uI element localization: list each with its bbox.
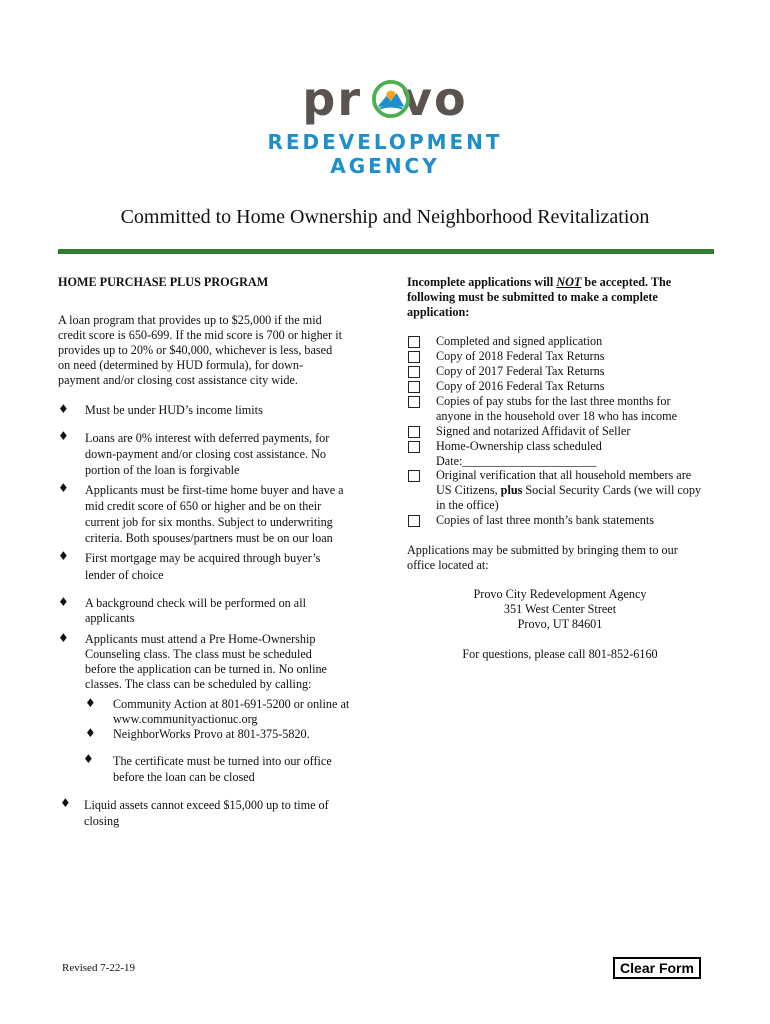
green-divider	[58, 249, 714, 254]
intro-line: payment and/or closing cost assistance city wide.	[58, 373, 298, 387]
checklist-item: Copy of 2018 Federal Tax Returns	[436, 349, 605, 363]
list-item	[85, 632, 327, 692]
diamond-bullet-icon: ♦	[85, 696, 96, 710]
program-intro	[58, 313, 378, 388]
logo-redevelopment: REDEVELOPMENT	[267, 130, 503, 154]
checkbox[interactable]	[408, 366, 420, 378]
page-title: Committed to Home Ownership and Neighborhood Revitalization	[120, 206, 650, 228]
checklist-item: Copies of last three month’s bank statements	[436, 513, 654, 527]
logo-agency: AGENCY	[330, 154, 440, 178]
date-field[interactable]: Date:______________________	[436, 454, 597, 468]
checklist-item	[436, 394, 677, 424]
checklist-text: Social Security Cards (we will copy	[522, 483, 702, 497]
diamond-bullet-icon: ♦	[83, 752, 94, 766]
list-item-line: lender of choice	[85, 568, 164, 582]
notice-not-emphasis: NOT	[556, 275, 582, 289]
intro-line: credit score is 650-699. If the mid score is 700 or higher it	[58, 328, 342, 342]
notice-text: be accepted. The	[581, 275, 672, 289]
checkbox[interactable]	[408, 515, 420, 527]
list-item-line: applicants	[85, 611, 135, 625]
list-item-line: Applicants must attend a Pre Home-Ownership	[85, 632, 316, 646]
address-line: Provo City Redevelopment Agency	[473, 587, 647, 601]
checkbox[interactable]	[408, 351, 420, 363]
intro-line: provides up to 20% or $40,000, whichever is less, based	[58, 343, 333, 357]
list-item	[113, 697, 349, 727]
checklist-text: US Citizens,	[436, 483, 501, 497]
checklist-line: in the office)	[436, 498, 499, 512]
checkbox[interactable]	[408, 470, 420, 482]
notice-line: following must be submitted to make a complete	[407, 290, 658, 304]
diamond-bullet-icon: ♦	[58, 595, 69, 609]
notice-line: application:	[407, 305, 470, 319]
instruction-line: office located at:	[407, 558, 489, 572]
list-item-line: mid credit score of 650 or higher and be on their	[85, 499, 322, 513]
program-heading: HOME PURCHASE PLUS PROGRAM	[58, 275, 269, 289]
checkbox[interactable]	[408, 426, 420, 438]
list-item-line: Applicants must be first-time home buyer and have a	[85, 483, 344, 497]
list-item-line: before the loan can be closed	[113, 770, 255, 784]
diamond-bullet-icon: ♦	[58, 481, 69, 495]
list-item-line: The certificate must be turned into our office	[113, 754, 332, 768]
list-item-line: portion of the loan is forgivable	[85, 463, 240, 477]
logo-word-pre: pr	[302, 72, 363, 126]
list-item-line: NeighborWorks Provo at 801-375-5820.	[113, 727, 310, 741]
checklist-item: Signed and notarized Affidavit of Seller	[436, 424, 631, 438]
checkbox[interactable]	[408, 381, 420, 393]
list-item-line: Community Action at 801-691-5200 or online at	[113, 697, 350, 711]
list-item	[113, 753, 332, 785]
list-item-line: Loans are 0% interest with deferred payments, for	[85, 431, 330, 445]
list-item-line: classes. The class can be scheduled by calling:	[85, 677, 312, 691]
diamond-bullet-icon: ♦	[58, 549, 69, 563]
diamond-bullet-icon: ♦	[85, 726, 96, 740]
list-item	[85, 596, 306, 626]
checklist-line: Copies of pay stubs for the last three months for	[436, 394, 671, 408]
address-line: Provo, UT 84601	[517, 617, 603, 631]
intro-line: A loan program that provides up to $25,000 if the mid	[58, 313, 322, 327]
list-item	[113, 727, 310, 742]
list-item	[85, 550, 320, 584]
instruction-line: Applications may be submitted by bringing them to our	[407, 543, 678, 557]
diamond-bullet-icon: ♦	[58, 429, 69, 443]
checklist-item: Copy of 2016 Federal Tax Returns	[436, 379, 605, 393]
provo-redevelopment-logo	[255, 72, 515, 178]
checklist-emphasis: plus	[500, 483, 523, 497]
submission-instructions	[407, 543, 678, 573]
logo-word-post: vo	[402, 72, 468, 126]
list-item-line: A background check will be performed on all	[85, 596, 306, 610]
list-item-line: Must be under HUD’s income limits	[85, 403, 263, 417]
checklist-line: anyone in the household over 18 who has income	[436, 409, 677, 423]
checklist-item	[436, 468, 701, 513]
notice-text: Incomplete applications will	[407, 275, 557, 289]
list-item	[84, 797, 329, 829]
list-item-line: current job for six months. Subject to underwriting	[85, 515, 333, 529]
checkbox[interactable]	[408, 336, 420, 348]
list-item-line: criteria. Both spouses/partners must be on our loan	[85, 531, 333, 545]
list-item-line: Liquid assets cannot exceed $15,000 up to time of	[84, 798, 329, 812]
list-item	[85, 482, 344, 546]
list-item-line: before the application can be turned in. No online	[85, 662, 327, 676]
checklist-line: Home-Ownership class scheduled	[436, 439, 602, 453]
list-item	[85, 430, 329, 478]
checklist-item: Completed and signed application	[436, 334, 603, 348]
revision-date: Revised 7-22-19	[62, 962, 136, 974]
list-item-line: down-payment and/or closing cost assistance. No	[85, 447, 326, 461]
mountain-sun-icon	[372, 80, 410, 118]
list-item-line: Counseling class. The class must be scheduled	[85, 647, 312, 661]
intro-line: on need (determined by HUD formula), for down-	[58, 358, 304, 372]
address-line: 351 West Center Street	[503, 602, 617, 616]
diamond-bullet-icon: ♦	[58, 402, 69, 416]
checklist-line: Original verification that all household members are	[436, 468, 692, 482]
questions-contact: For questions, please call 801-852-6160	[462, 647, 658, 661]
list-item-line: www.communityactionuc.org	[113, 712, 258, 726]
list-item-line: First mortgage may be acquired through buyer’s	[85, 551, 321, 565]
list-item-line: closing	[84, 814, 120, 828]
checkbox[interactable]	[408, 441, 420, 453]
diamond-bullet-icon: ♦	[58, 631, 69, 645]
diamond-bullet-icon: ♦	[60, 796, 71, 810]
list-item	[85, 403, 263, 418]
checkbox[interactable]	[408, 396, 420, 408]
checklist-item: Copy of 2017 Federal Tax Returns	[436, 364, 605, 378]
office-address	[407, 587, 713, 632]
checklist-item	[436, 439, 602, 469]
clear-form-button[interactable]: Clear Form	[613, 957, 701, 979]
incomplete-notice	[407, 275, 717, 320]
